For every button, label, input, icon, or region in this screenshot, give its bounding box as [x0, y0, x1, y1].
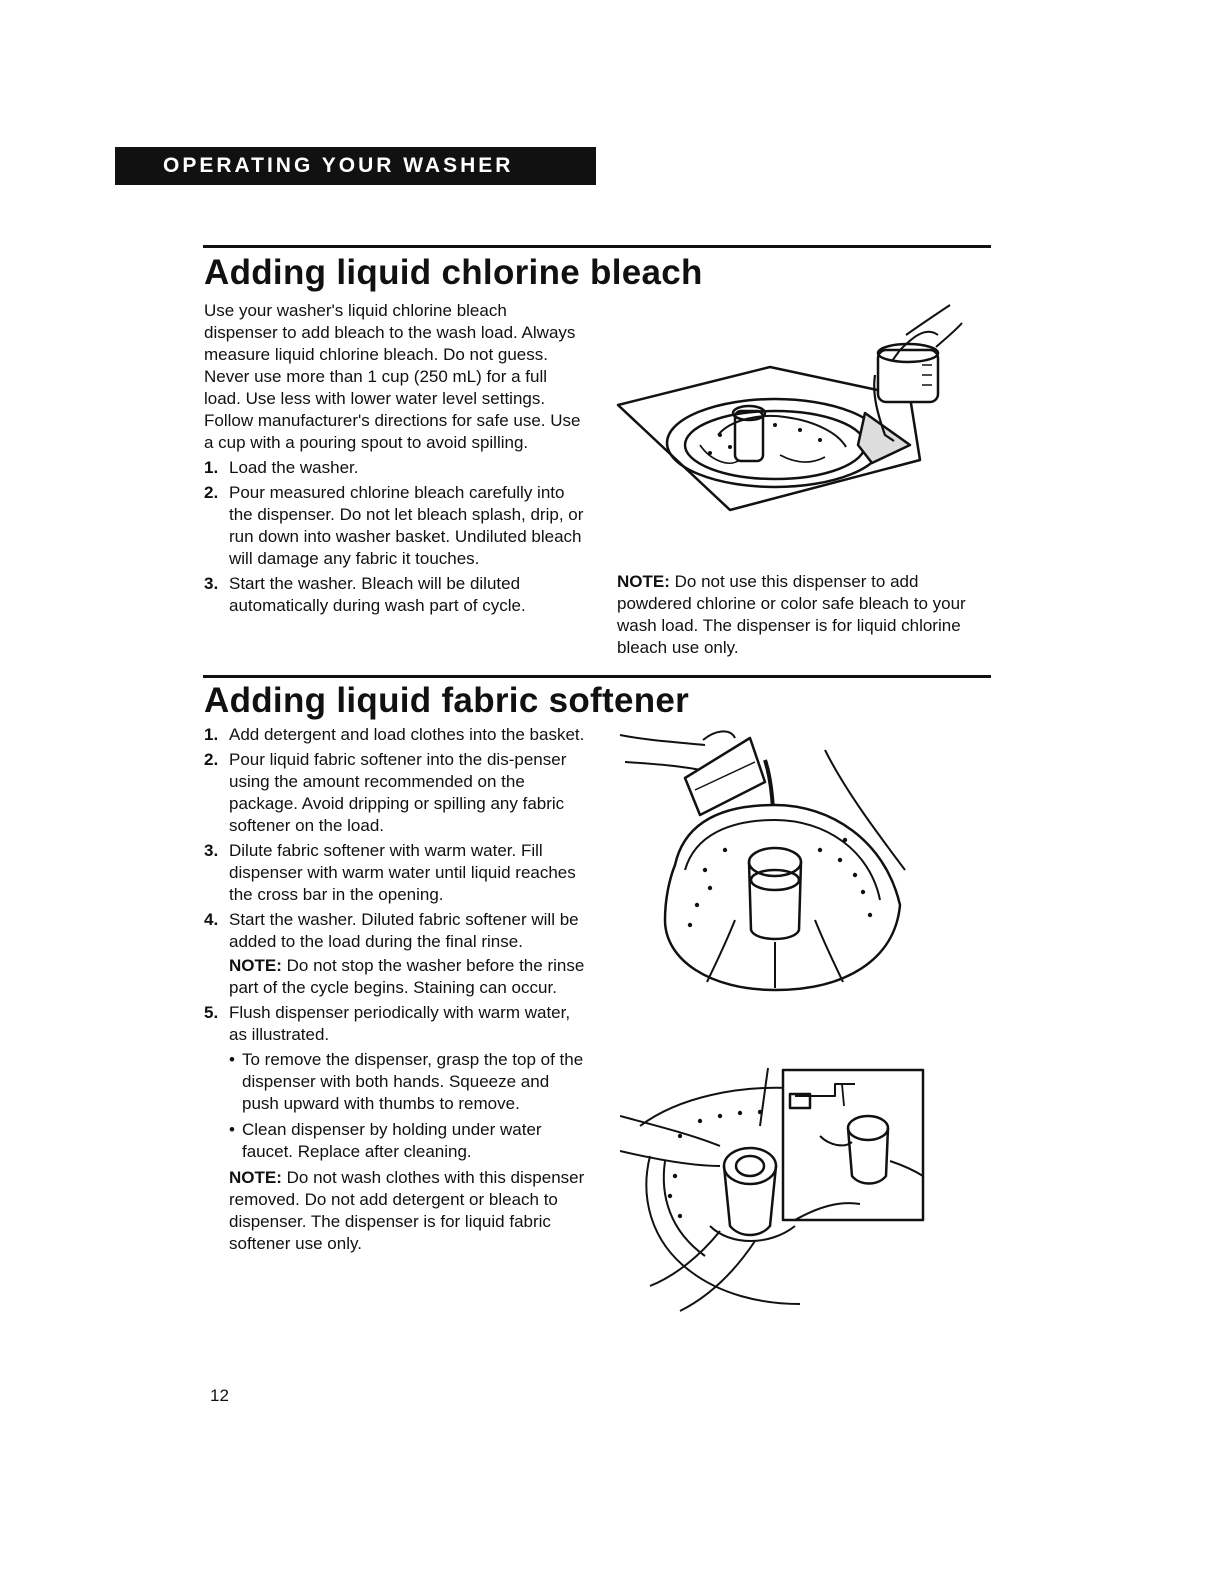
note-label: NOTE:	[229, 1168, 282, 1187]
note-text: Do not wash clothes with this dispenser removed. Do not add detergent or bleach to dispenser. The dispenser is for liquid fabric softener use only.	[229, 1168, 585, 1253]
step-text: Pour liquid fabric softener into the dis-penser using the amount recommended on the package. Avoid dripping or spilling any fabric softener on the load.	[229, 750, 567, 835]
step-number: 1.	[204, 458, 219, 477]
list-item	[204, 482, 584, 570]
step-number: 1.	[204, 725, 219, 744]
list-item	[204, 840, 589, 906]
list-item	[204, 573, 584, 617]
section-banner: OPERATING YOUR WASHER	[115, 147, 596, 185]
bullet-text: To remove the dispenser, grasp the top of the dispenser with both hands. Squeeze and push upward with thumbs to remove.	[242, 1050, 584, 1113]
section-rule-bleach	[203, 245, 991, 248]
softener-text-column	[204, 724, 589, 1255]
step-number: 4.	[204, 910, 219, 929]
step-text: Pour measured chlorine bleach carefully into the dispenser. Do not let bleach splash, drip, or run down into washer basket. Undiluted bleach will damage any fabric it touches.	[229, 483, 584, 568]
list-item	[204, 457, 584, 479]
step-number: 2.	[204, 483, 219, 502]
list-item	[204, 749, 589, 837]
note-label: NOTE:	[617, 572, 670, 591]
list-item	[204, 909, 589, 999]
dispenser-flushing-illustration	[620, 1066, 930, 1316]
bullet-icon: •	[229, 1120, 235, 1139]
bleach-steps	[204, 457, 584, 617]
step-number: 5.	[204, 1003, 219, 1022]
bullet-icon: •	[229, 1050, 235, 1069]
note-text: Do not use this dispenser to add powdered chlorine or color safe bleach to your wash load. The dispenser is for liquid chlorine bleach use only.	[617, 572, 966, 657]
note-text: Do not stop the washer before the rinse part of the cycle begins. Staining can occur.	[229, 956, 585, 997]
softener-final-note	[204, 1167, 589, 1255]
step-text: Add detergent and load clothes into the basket.	[229, 725, 585, 744]
step-text: Load the washer.	[229, 458, 359, 477]
softener-heading: Adding liquid fabric softener	[204, 681, 690, 720]
bleach-intro: Use your washer's liquid chlorine bleach dispenser to add bleach to the wash load. Always measure liquid chlorine bleach. Do not guess. Never use more than 1 cup (250 mL) for a full load. Use less with lower water level settings. Follow manufacturer's directions for safe use. Use a cup with a pouring spout to avoid spilling.	[204, 301, 581, 452]
bleach-text-column	[204, 300, 584, 620]
list-item	[229, 1119, 589, 1163]
softener-pouring-illustration	[615, 720, 915, 995]
step-text: Dilute fabric softener with warm water. Fill dispenser with warm water until liquid reaches the cross bar in the opening.	[229, 841, 576, 904]
step-text: Start the washer. Diluted fabric softener will be added to the load during the final rinse.	[229, 910, 579, 951]
list-item	[204, 1002, 589, 1163]
note-label: NOTE:	[229, 956, 282, 975]
list-item	[204, 724, 589, 746]
bleach-note	[617, 571, 982, 659]
step-text: Start the washer. Bleach will be diluted automatically during wash part of cycle.	[229, 574, 526, 615]
list-item	[229, 1049, 589, 1115]
page-number: 12	[210, 1386, 229, 1405]
step-number: 3.	[204, 574, 219, 593]
bullet-text: Clean dispenser by holding under water faucet. Replace after cleaning.	[242, 1120, 542, 1161]
step-number: 3.	[204, 841, 219, 860]
step-text: Flush dispenser periodically with warm water, as illustrated.	[229, 1003, 571, 1044]
bleach-heading: Adding liquid chlorine bleach	[204, 253, 703, 292]
step-number: 2.	[204, 750, 219, 769]
softener-steps	[204, 724, 589, 1163]
flush-bullets	[229, 1049, 589, 1163]
section-rule-softener	[203, 675, 991, 678]
step-note	[229, 955, 589, 999]
bleach-dispenser-illustration	[610, 295, 970, 525]
